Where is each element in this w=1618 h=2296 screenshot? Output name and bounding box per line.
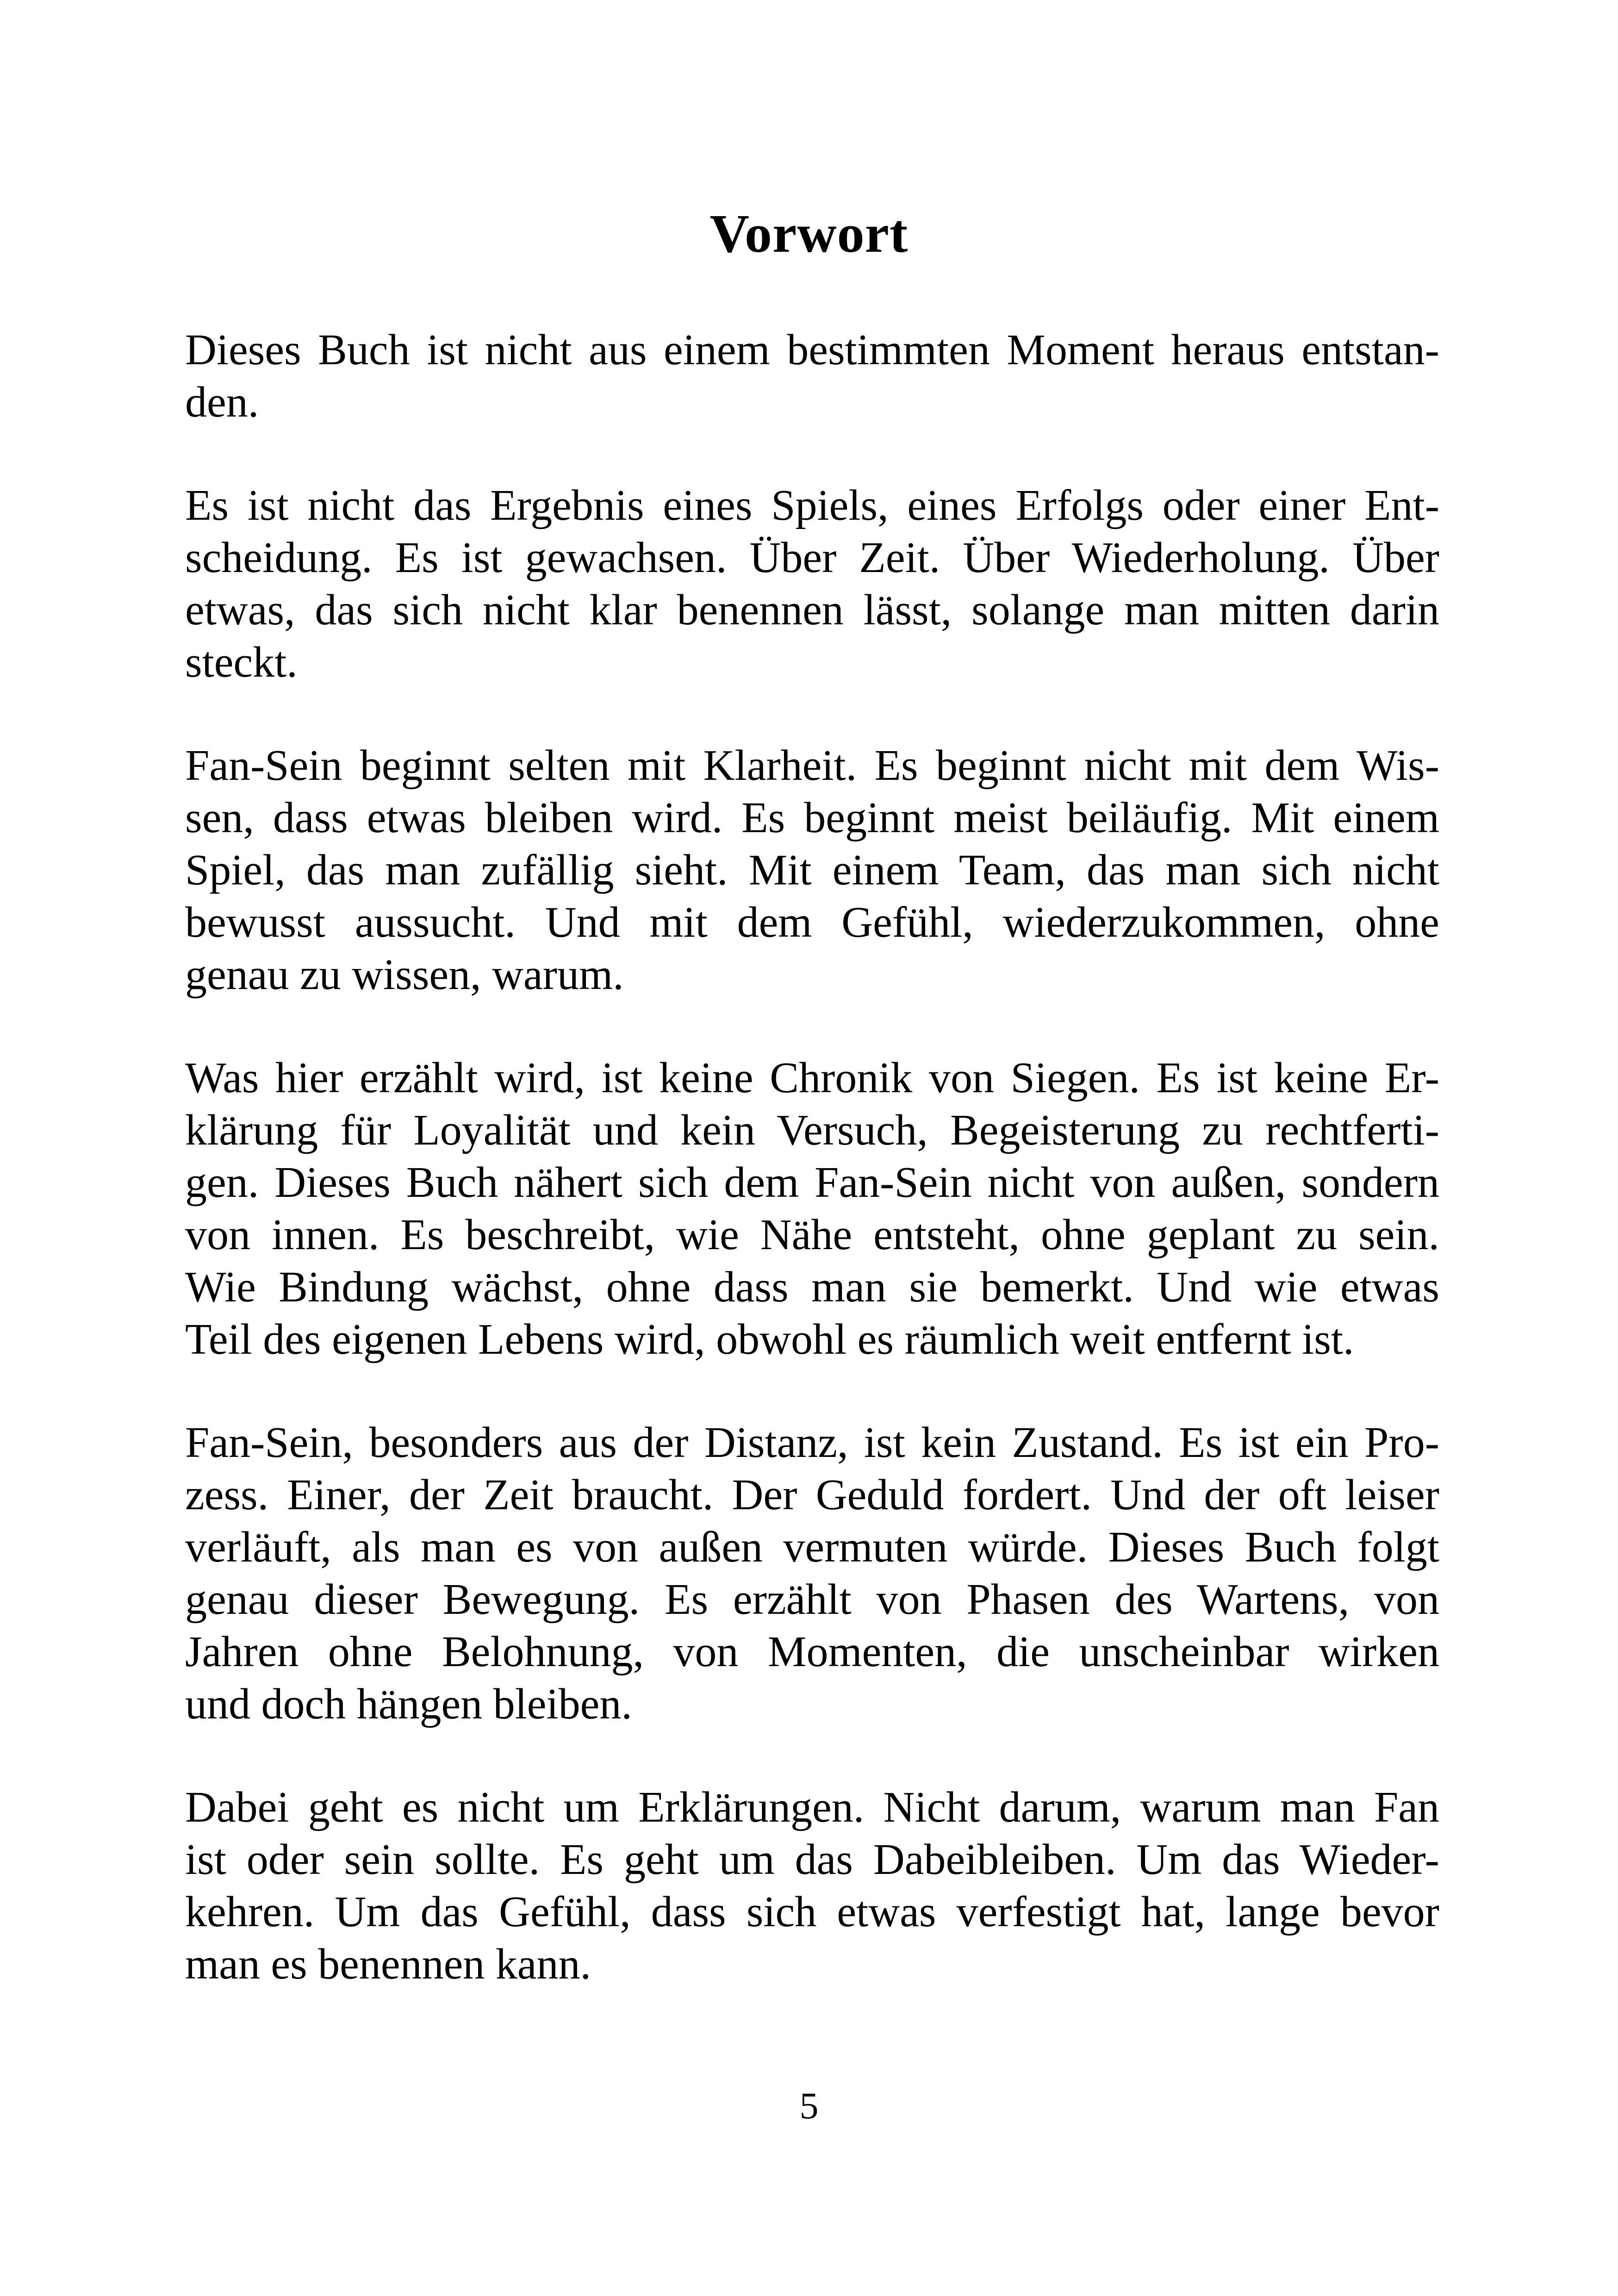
text-line: Jahren ohne Belohnung, von Momenten, die unscheinbar wirken — [185, 1628, 1439, 1676]
text-line: Spiel, das man zufällig sieht. Mit einem Team, das man sich nicht — [185, 846, 1439, 894]
page-number: 5 — [799, 2084, 819, 2127]
text-line: verläuft, als man es von außen vermuten würde. Dieses Buch folgt — [185, 1523, 1439, 1571]
paragraph-6 — [185, 1781, 1439, 1991]
text-line: kehren. Um das Gefühl, dass sich etwas verfestigt hat, lange bevor — [185, 1888, 1439, 1936]
text-line: Es ist nicht das Ergebnis eines Spiels, eines Erfolgs oder einer Ent- — [185, 481, 1439, 529]
chapter-title: Vorwort — [709, 203, 909, 264]
paragraph-2 — [185, 479, 1439, 689]
text-line: genau zu wissen, warum. — [185, 951, 624, 999]
text-line: Dabei geht es nicht um Erklärungen. Nicht darum, warum man Fan — [185, 1783, 1439, 1831]
text-line: den. — [185, 378, 259, 426]
text-line: genau dieser Bewegung. Es erzählt von Phasen des Wartens, von — [185, 1575, 1439, 1624]
paragraph-3 — [185, 740, 1439, 1001]
paragraph-4 — [185, 1052, 1439, 1366]
text-line: Fan-Sein, besonders aus der Distanz, ist kein Zustand. Es ist ein Pro- — [185, 1419, 1439, 1467]
text-line: Dieses Buch ist nicht aus einem bestimmten Moment heraus entstan- — [185, 326, 1439, 374]
text-line: etwas, das sich nicht klar benennen lässt, solange man mitten darin — [185, 586, 1439, 634]
text-line: zess. Einer, der Zeit braucht. Der Geduld fordert. Und der oft leiser — [185, 1471, 1439, 1519]
text-line: scheidung. Es ist gewachsen. Über Zeit. Über Wiederholung. Über — [185, 534, 1439, 582]
text-line: gen. Dieses Buch nähert sich dem Fan-Sein nicht von außen, sondern — [185, 1158, 1439, 1207]
text-line: Teil des eigenen Lebens wird, obwohl es räumlich weit entfernt ist. — [185, 1315, 1354, 1363]
text-line: sen, dass etwas bleiben wird. Es beginnt meist beiläufig. Mit einem — [185, 794, 1439, 842]
text-line: steckt. — [185, 638, 298, 686]
text-line: man es benennen kann. — [185, 1940, 591, 1988]
paragraph-5 — [185, 1417, 1439, 1730]
body-text — [185, 324, 1439, 2041]
paragraph-1 — [185, 324, 1439, 429]
text-line: Was hier erzählt wird, ist keine Chronik von Siegen. Es ist keine Er- — [185, 1054, 1439, 1102]
text-line: bewusst aussucht. Und mit dem Gefühl, wiederzukommen, ohne — [185, 898, 1439, 946]
text-line: ist oder sein sollte. Es geht um das Dabeibleiben. Um das Wieder- — [185, 1836, 1439, 1884]
text-line: von innen. Es beschreibt, wie Nähe entsteht, ohne geplant zu sein. — [185, 1211, 1439, 1259]
text-line: und doch hängen bleiben. — [185, 1680, 632, 1728]
text-line: Fan-Sein beginnt selten mit Klarheit. Es beginnt nicht mit dem Wis- — [185, 741, 1439, 790]
text-line: Wie Bindung wächst, ohne dass man sie bemerkt. Und wie etwas — [185, 1263, 1439, 1311]
text-line: klärung für Loyalität und kein Versuch, Begeisterung zu rechtferti- — [185, 1106, 1439, 1154]
